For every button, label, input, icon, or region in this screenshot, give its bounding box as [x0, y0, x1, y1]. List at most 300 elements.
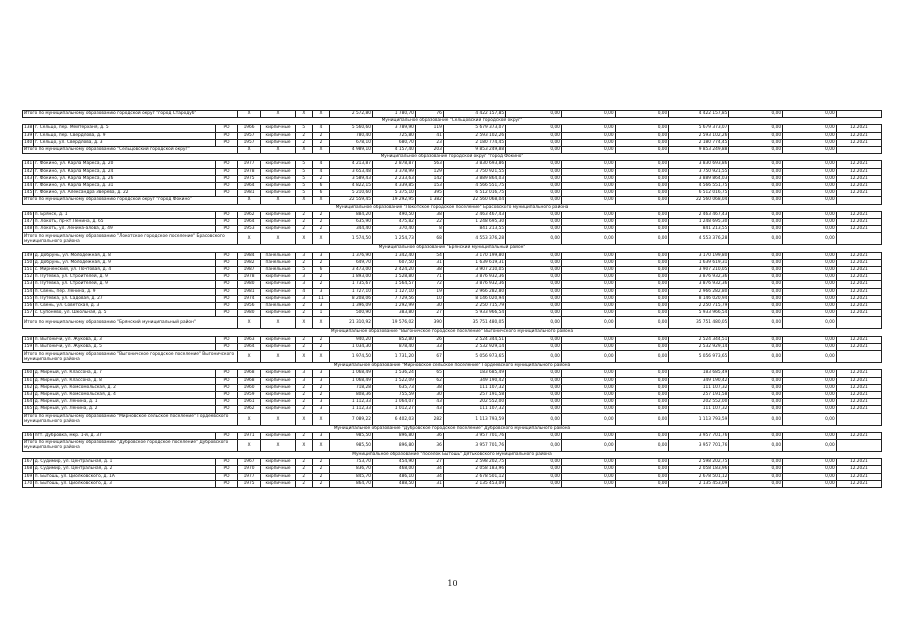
table-cell: Муниципальное образование "Выгоничское городское поселение" Выгоничского муниципального района — [23, 329, 882, 336]
table-row — [23, 310, 882, 317]
table-cell: кирпичные — [261, 310, 295, 317]
table-cell: 2 — [295, 259, 312, 266]
table-cell: 0,00 — [615, 391, 669, 398]
table-cell: 3 876 932,36 — [669, 281, 729, 288]
table-cell: 0,00 — [506, 288, 562, 295]
table-cell — [836, 197, 881, 204]
table-cell: 0,00 — [729, 190, 783, 197]
table-cell: кирпичные — [261, 288, 295, 295]
table-cell: 718,28 — [330, 384, 373, 391]
table-cell: 1 012,27 — [372, 406, 415, 413]
table-cell: 0,00 — [783, 219, 837, 226]
table-row — [23, 161, 882, 168]
table-cell: 486,10 — [372, 473, 415, 480]
table-cell: 0,00 — [561, 303, 615, 310]
table-cell: PO — [216, 168, 238, 175]
table-cell: 1 735,67 — [330, 281, 373, 288]
table-cell: 4 213,87 — [330, 161, 373, 168]
table-cell: 635,73 — [372, 384, 415, 391]
table-cell: 454,90 — [372, 459, 415, 466]
table-cell: 0,00 — [615, 211, 669, 218]
table-cell: 0,00 — [506, 233, 562, 245]
table-cell: 1981 — [237, 288, 261, 295]
table-cell: 985,50 — [330, 439, 373, 451]
table-cell: 3 — [295, 370, 312, 377]
table-cell: 1957 — [237, 139, 261, 146]
table-cell: 635,90 — [330, 219, 373, 226]
table-cell: 8 146 020,94 — [443, 295, 505, 302]
table-cell: PO — [216, 399, 238, 406]
table-cell: 12.2021 — [836, 343, 881, 350]
table-cell: 2 — [295, 399, 312, 406]
table-cell: Итого по муниципальному образованию "Сельцовский городской округ" — [23, 147, 238, 154]
table-cell: 12.2021 — [836, 377, 881, 384]
table-cell: 155 — [24, 295, 33, 301]
table-cell: 1968 — [237, 370, 261, 377]
table-cell: 0,00 — [506, 406, 562, 413]
table-cell: 0,00 — [506, 317, 562, 329]
table-cell: 0,00 — [729, 226, 783, 233]
table-cell: кирпичные — [261, 336, 295, 343]
table-cell: с. Супонево, ул. Школьная, д. 5 — [33, 310, 216, 317]
table-cell: 33 — [415, 343, 443, 350]
table-cell: 0,00 — [615, 233, 669, 245]
table-cell: 0,00 — [783, 197, 837, 204]
table-cell: 2 — [295, 336, 312, 343]
table-cell: PO — [216, 252, 238, 259]
table-cell: Муниципальное образование "Дубровское городское поселение" Дубровского муниципального района — [23, 425, 882, 432]
table-cell: 2 — [295, 391, 312, 398]
table-cell: 2 — [295, 459, 312, 466]
table-cell: 34 — [415, 473, 443, 480]
table-cell: 5 — [295, 168, 312, 175]
table-cell: 2 233,63 — [372, 175, 415, 182]
table-cell: 0,00 — [615, 168, 669, 175]
table-cell: X — [237, 413, 261, 425]
table-cell: 5 933 966,54 — [443, 310, 505, 317]
table-cell: 2 — [312, 211, 329, 218]
table-cell: 0,00 — [615, 310, 669, 317]
table-cell: 12.2021 — [836, 161, 881, 168]
table-cell: 1953 — [237, 226, 261, 233]
table-cell: Итого по муниципальному образованию городской округ "город Фокино" — [23, 197, 238, 204]
table-cell: 0,00 — [729, 377, 783, 384]
table-cell: 140 — [24, 139, 33, 145]
table-cell: 2 — [295, 432, 312, 439]
table-cell: 0,00 — [729, 439, 783, 451]
table-cell: 0,00 — [729, 303, 783, 310]
table-row — [23, 211, 882, 218]
table-row — [23, 466, 882, 473]
section-header-row — [23, 154, 882, 161]
table-cell: 0,00 — [729, 125, 783, 132]
table-cell: 129 — [415, 168, 443, 175]
table-cell: кирпичные — [261, 183, 295, 190]
table-cell: 1956 — [237, 303, 261, 310]
table-cell: 19 — [415, 288, 443, 295]
table-cell: п. Брянск, д. 1 — [33, 211, 216, 218]
table-cell: 0,00 — [615, 336, 669, 343]
table-cell: 1 780,70 — [372, 111, 415, 118]
table-cell: 2 — [295, 226, 312, 233]
table-cell: 0,00 — [729, 370, 783, 377]
table-cell: 1 254,73 — [372, 233, 415, 245]
table-cell: кирпичные — [261, 161, 295, 168]
table-cell: 1 731,20 — [372, 351, 415, 363]
table-cell: 0,00 — [729, 432, 783, 439]
table-cell: X — [312, 197, 329, 204]
table-cell: X — [237, 317, 261, 329]
table-cell: 19 576,02 — [372, 317, 415, 329]
table-cell: 9 853 249,88 — [669, 147, 729, 154]
table-cell: 649,70 — [330, 259, 373, 266]
table-cell: 0,00 — [561, 351, 615, 363]
table-cell: 21 310,92 — [330, 317, 373, 329]
table-cell: 0,00 — [561, 406, 615, 413]
table-cell: д. Мирный, ул. Комсомольская, д. 2 — [33, 384, 216, 391]
table-cell: 0,00 — [561, 391, 615, 398]
table-cell: 5 210,60 — [330, 190, 373, 197]
table-cell: 0,00 — [783, 233, 837, 245]
table-cell: 0,00 — [561, 432, 615, 439]
table-cell: 12.2021 — [836, 274, 881, 281]
table-cell: кирпичные — [261, 466, 295, 473]
table-cell: кирпичные — [261, 175, 295, 182]
table-cell: 5 — [295, 161, 312, 168]
table-cell: X — [237, 233, 261, 245]
table-cell: 488,50 — [372, 480, 415, 487]
table-cell: 0,00 — [783, 274, 837, 281]
table-cell: кирпичные — [261, 226, 295, 233]
registry-table — [22, 110, 882, 488]
table-cell: кирпичные — [261, 125, 295, 132]
table-cell: 0,00 — [506, 139, 562, 146]
table-cell: 1974 — [237, 295, 261, 302]
table-cell: 12.2021 — [836, 473, 881, 480]
table-cell: 1959 — [237, 391, 261, 398]
table-cell: 167 — [24, 459, 33, 465]
table-cell: 1964 — [237, 183, 261, 190]
table-cell: 0,00 — [506, 399, 562, 406]
table-cell: 147 — [24, 219, 33, 225]
table-cell: X — [261, 351, 295, 363]
table-cell: д. Мирный, ул. Комсомольская, д. 4 — [33, 391, 216, 398]
table-cell: 111 107,32 — [669, 406, 729, 413]
subtotal-row — [23, 439, 882, 451]
table-cell: 0,00 — [615, 303, 669, 310]
table-cell: кирпичные — [261, 406, 295, 413]
table-cell: 3 830 693,86 — [443, 161, 505, 168]
table-cell: 808,36 — [330, 391, 373, 398]
table-cell: 1 522,09 — [372, 377, 415, 384]
table-cell: 139 — [24, 132, 33, 138]
table-cell: Муниципальное образование "Мирновское сельское поселение" Гордеевского муниципального района — [23, 363, 882, 370]
table-row — [23, 391, 882, 398]
table-cell: 161 — [24, 377, 33, 383]
table-cell: PO — [216, 480, 238, 487]
table-cell: кирпичные — [261, 384, 295, 391]
table-cell: PO — [216, 391, 238, 398]
table-cell — [836, 317, 881, 329]
table-cell: 0,00 — [561, 219, 615, 226]
table-cell: 148 — [24, 226, 33, 232]
table-cell: 2 593 102,26 — [443, 132, 505, 139]
table-cell: 0,00 — [729, 343, 783, 350]
section-header-row — [23, 245, 882, 252]
table-cell: 0,00 — [615, 459, 669, 466]
table-cell: 1966 — [237, 125, 261, 132]
table-cell: 2 — [312, 219, 329, 226]
table-cell: 3 170 199,80 — [669, 252, 729, 259]
table-cell: 169 — [24, 473, 33, 479]
table-cell: 3 170 199,80 — [443, 252, 505, 259]
table-cell: 1967 — [237, 459, 261, 466]
table-cell: 6 — [312, 190, 329, 197]
table-cell: Муниципальное образование "Сельцовский городской округ" — [23, 118, 882, 125]
table-cell: X — [295, 233, 312, 245]
table-cell: 6 — [312, 183, 329, 190]
table-cell: 0,00 — [561, 343, 615, 350]
table-cell: 2 — [312, 343, 329, 350]
table-cell: 150 — [24, 259, 33, 265]
table-cell: 2 — [312, 466, 329, 473]
table-cell: 0,00 — [615, 473, 669, 480]
table-cell: 142 — [24, 168, 33, 174]
table-cell: 0,00 — [783, 252, 837, 259]
table-cell: 0,00 — [615, 226, 669, 233]
table-cell: кирпичные — [261, 211, 295, 218]
table-cell: 0,00 — [783, 288, 837, 295]
table-cell: 2 — [295, 406, 312, 413]
table-row — [23, 132, 882, 139]
table-cell: PO — [216, 288, 238, 295]
table-cell: 4 — [312, 161, 329, 168]
table-cell: 1 574,50 — [330, 233, 373, 245]
table-cell: 3 957 701,76 — [443, 439, 505, 451]
table-cell: 1 727,10 — [330, 288, 373, 295]
table-cell: Итого по муниципальному образованию "Мирновское сельское поселение" Гордеевского муниципального района — [23, 413, 238, 425]
table-cell: X — [295, 147, 312, 154]
table-cell: 0,00 — [783, 317, 837, 329]
table-cell: 2 180 774,45 — [443, 139, 505, 146]
table-cell: 0,00 — [729, 274, 783, 281]
table-cell: X — [295, 439, 312, 451]
table-cell: 3 — [312, 303, 329, 310]
table-cell: X — [237, 197, 261, 204]
table-cell: 0,00 — [783, 480, 837, 487]
table-cell: PO — [216, 459, 238, 466]
table-row — [23, 168, 882, 175]
table-cell: Итого по муниципальному образованию городской округ "город Стародуб" — [23, 111, 238, 118]
table-cell: 0,00 — [506, 391, 562, 398]
section-header-row — [23, 329, 882, 336]
section-header-row — [23, 363, 882, 370]
table-cell: 3 — [312, 432, 329, 439]
table-cell: 0,00 — [561, 288, 615, 295]
table-cell: п. Выгоничи, ул. Жукова, д. 3 — [33, 336, 216, 343]
table-cell: PO — [216, 303, 238, 310]
table-cell: 0,00 — [506, 377, 562, 384]
table-cell: PO — [216, 211, 238, 218]
table-cell: 2 — [295, 384, 312, 391]
table-cell: 0,00 — [561, 384, 615, 391]
table-cell: 157 — [24, 310, 33, 316]
table-cell: 30 — [415, 391, 443, 398]
table-cell: 1961 — [237, 399, 261, 406]
table-cell: г. Фокино, ул. Карла Маркса, д. 31 — [33, 183, 216, 190]
table-cell — [836, 351, 881, 363]
table-cell: 3 589,43 — [330, 175, 373, 182]
table-cell: 0,00 — [783, 399, 837, 406]
table-cell: 2 — [295, 310, 312, 317]
table-cell: 3 — [312, 370, 329, 377]
table-cell: 0,00 — [615, 295, 669, 302]
table-cell: 0,00 — [729, 219, 783, 226]
table-cell: г. Сельцо, пер. Мейтерханя, д. 5 — [33, 125, 216, 132]
table-cell: 1964 — [237, 343, 261, 350]
table-cell: 1 639 619,31 — [443, 259, 505, 266]
table-cell: 166 — [24, 432, 33, 438]
table-cell: 4 157,40 — [372, 147, 415, 154]
table-cell: Итого по муниципальному образованию "Дубровское городское поселение" Дубровского муниципального района — [23, 439, 238, 451]
table-cell: 0,00 — [506, 310, 562, 317]
table-cell: 0,00 — [506, 161, 562, 168]
table-cell: 0,00 — [783, 336, 837, 343]
table-cell: 12.2021 — [836, 310, 881, 317]
table-cell: 852,80 — [372, 336, 415, 343]
table-cell: 0,00 — [783, 343, 837, 350]
table-cell: 3 907 210,05 — [669, 267, 729, 274]
table-cell: 111 107,32 — [443, 406, 505, 413]
table-cell: кирпичные — [261, 377, 295, 384]
table-cell: 0,00 — [783, 211, 837, 218]
table-cell — [836, 147, 881, 154]
table-cell: 2 — [295, 473, 312, 480]
table-cell: PO — [216, 370, 238, 377]
table-cell: 12.2021 — [836, 219, 881, 226]
table-cell: кирпичные — [261, 343, 295, 350]
table-cell: 144 — [24, 183, 33, 189]
table-cell: 3 889 864,03 — [669, 175, 729, 182]
table-cell: 22 559,45 — [330, 197, 373, 204]
table-cell: 3 876 932,36 — [669, 274, 729, 281]
table-cell: 2 966 282,80 — [669, 288, 729, 295]
table-cell: 1 112,33 — [330, 406, 373, 413]
table-cell: кирпичные — [261, 168, 295, 175]
table-cell: 2 — [312, 384, 329, 391]
table-cell: 12.2021 — [836, 183, 881, 190]
table-cell: 753,70 — [330, 459, 373, 466]
table-cell: 165 — [24, 406, 33, 412]
table-cell: 12.2021 — [836, 384, 881, 391]
table-cell: 12.2021 — [836, 125, 881, 132]
table-cell: 4 422 157,85 — [443, 111, 505, 118]
table-cell: Муниципальное образование "поселок Бытошь" Дятьковского муниципального района — [23, 451, 882, 458]
table-row — [23, 190, 882, 197]
table-cell: 0,00 — [729, 391, 783, 398]
table-cell: 282 — [415, 413, 443, 425]
table-cell: 3 876 932,36 — [443, 281, 505, 288]
table-cell: 38 — [415, 211, 443, 218]
table-cell: 678,10 — [330, 139, 373, 146]
table-cell: 2 135 453,09 — [443, 480, 505, 487]
table-cell: 3 957 701,76 — [669, 439, 729, 451]
table-cell: 156 — [24, 303, 33, 309]
table-cell: 9 853 249,88 — [443, 147, 505, 154]
table-cell: 4 989,10 — [330, 147, 373, 154]
table-cell: 2 — [312, 259, 329, 266]
table-cell: 12.2021 — [836, 168, 881, 175]
table-cell: 168 — [24, 466, 33, 472]
table-cell: г. Сельцо, ул. Свердлова, д. 3 — [33, 139, 216, 146]
table-cell: 0,00 — [506, 274, 562, 281]
table-cell: 5 933 966,54 — [669, 310, 729, 317]
table-cell: д. Мирный, ул. Классона, д. 7 — [33, 370, 216, 377]
table-cell: Итого по муниципальному образованию "Выгоничское городское поселение" Выгоничского муниципального района — [23, 351, 238, 363]
table-cell: 0,00 — [729, 466, 783, 473]
table-cell: 67 — [415, 351, 443, 363]
table-cell: 725,80 — [372, 132, 415, 139]
table-cell — [836, 111, 881, 118]
table-cell: 8 — [415, 226, 443, 233]
table-cell: 0,00 — [729, 406, 783, 413]
table-cell: 0,00 — [561, 175, 615, 182]
table-row — [23, 370, 882, 377]
subtotal-row — [23, 351, 882, 363]
table-cell: 607,50 — [372, 259, 415, 266]
table-cell: 0,00 — [729, 413, 783, 425]
table-cell: 0,00 — [506, 175, 562, 182]
table-cell: X — [261, 233, 295, 245]
table-cell: 12.2021 — [836, 226, 881, 233]
table-cell: X — [312, 233, 329, 245]
table-cell: 0,00 — [783, 466, 837, 473]
table-cell: 7 089,22 — [330, 413, 373, 425]
table-cell: 0,00 — [615, 370, 669, 377]
table-cell: 141 — [24, 161, 33, 167]
table-cell: X — [295, 197, 312, 204]
table-cell: PO — [216, 161, 238, 168]
table-cell: 22 560 068,04 — [669, 197, 729, 204]
table-cell: 845,70 — [330, 473, 373, 480]
table-cell: 3 957 701,76 — [669, 432, 729, 439]
table-cell: 864,70 — [330, 480, 373, 487]
table-cell: 349 190,42 — [669, 377, 729, 384]
subtotal-row — [23, 197, 882, 204]
table-cell: 0,00 — [615, 132, 669, 139]
table-cell: 1962 — [237, 211, 261, 218]
table-cell: 0,00 — [561, 211, 615, 218]
table-cell: 0,00 — [615, 384, 669, 391]
table-cell: 836,70 — [330, 466, 373, 473]
table-cell: 5 — [295, 125, 312, 132]
table-cell: X — [312, 147, 329, 154]
table-cell: 3 876 932,36 — [443, 274, 505, 281]
table-cell: 563 — [415, 161, 443, 168]
table-cell: 0,00 — [561, 473, 615, 480]
table-cell: 1962 — [237, 406, 261, 413]
table-cell: г. Фокино, ул. Карла Маркса, д. 24 — [33, 168, 216, 175]
table-row — [23, 377, 882, 384]
table-cell: 0,00 — [561, 111, 615, 118]
table-cell: 12.2021 — [836, 432, 881, 439]
table-row — [23, 343, 882, 350]
table-cell: 1987 — [237, 267, 261, 274]
table-cell: 395 — [415, 190, 443, 197]
subtotal-row — [23, 147, 882, 154]
table-cell: 3 — [312, 288, 329, 295]
table-cell: 12.2021 — [836, 336, 881, 343]
